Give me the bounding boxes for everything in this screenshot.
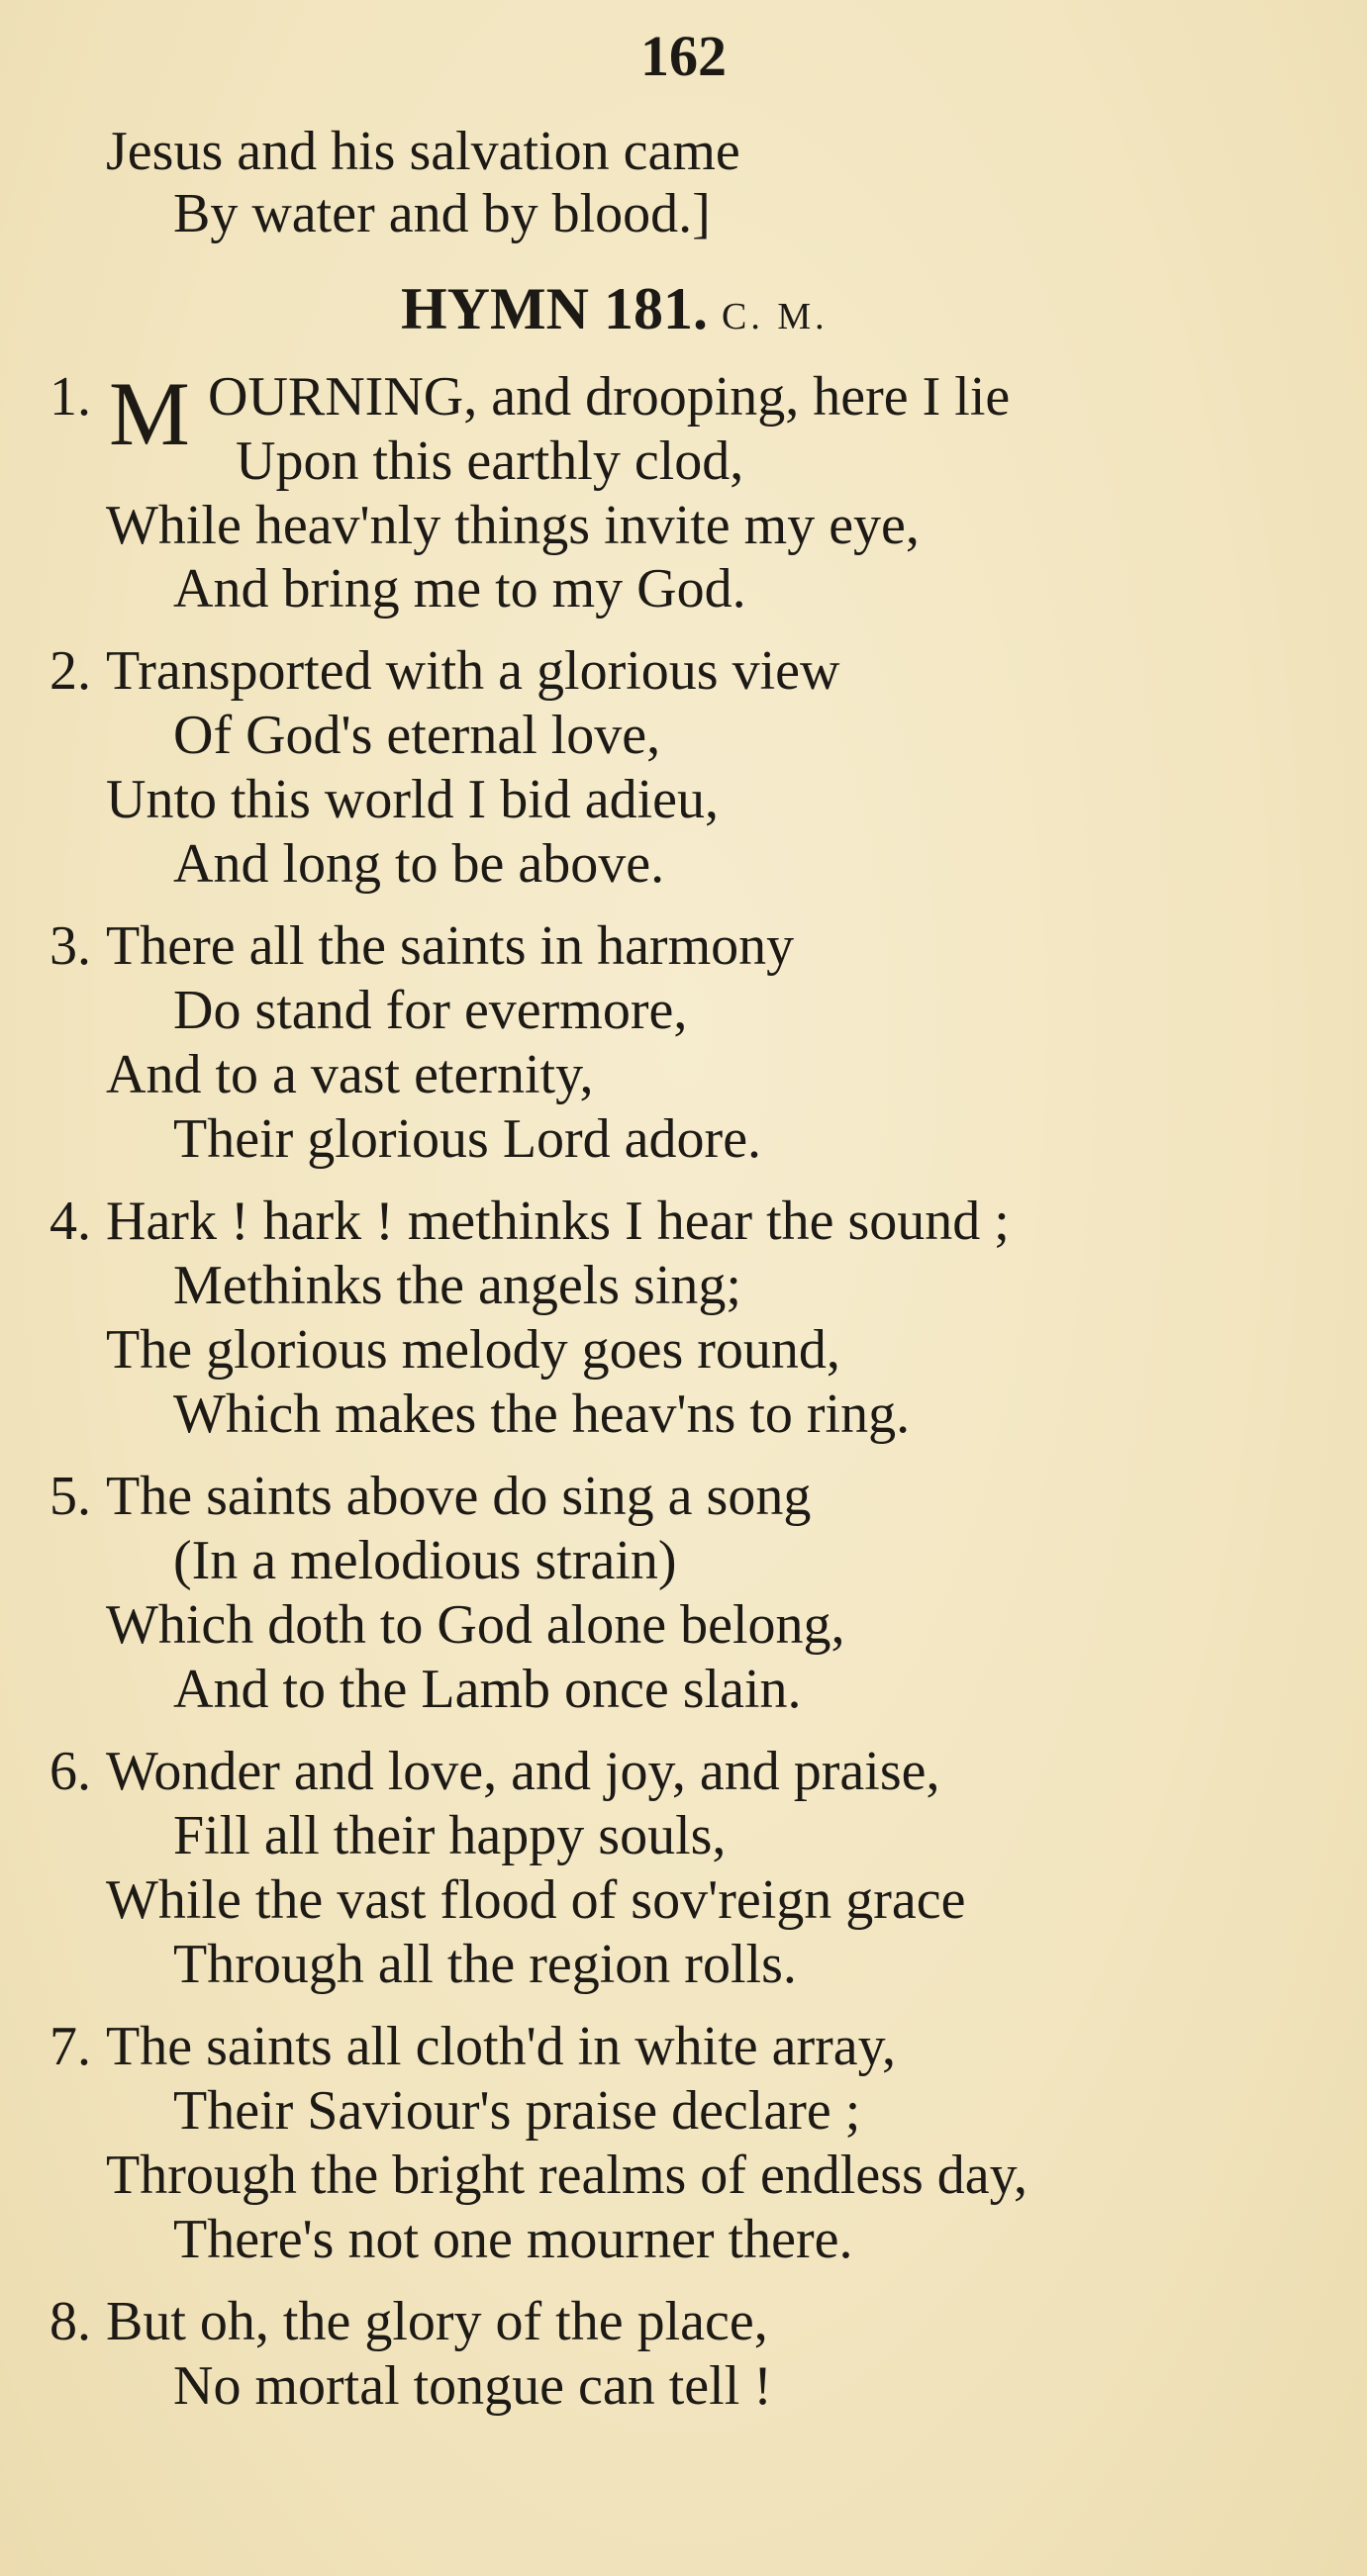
verse-7-line-1: The saints all cloth'd in white array, xyxy=(106,2016,896,2077)
verse-2-line-4: And long to be above. xyxy=(173,833,665,895)
verse-number-1: 1. xyxy=(49,366,91,428)
verse-number-5: 5. xyxy=(49,1466,91,1527)
continuation-line-1: Jesus and his salvation came xyxy=(106,121,740,182)
verse-4-line-3: The glorious melody goes round, xyxy=(106,1319,840,1381)
verse-1-line-1: OURNING, and drooping, here I lie xyxy=(208,366,1011,428)
verse-5-line-3: Which doth to God alone belong, xyxy=(106,1594,845,1656)
verse-7-line-2: Their Saviour's praise declare ; xyxy=(173,2080,861,2142)
verse-3-line-3: And to a vast eternity, xyxy=(106,1044,594,1105)
verse-1-line-3: While heav'nly things invite my eye, xyxy=(106,495,920,556)
page-number: 162 xyxy=(640,24,727,88)
verse-5-line-4: And to the Lamb once slain. xyxy=(173,1659,802,1720)
verse-3-line-2: Do stand for evermore, xyxy=(173,980,688,1041)
verse-number-7: 7. xyxy=(49,2016,91,2077)
verse-number-8: 8. xyxy=(49,2291,91,2352)
hymn-title: HYMN 181. xyxy=(401,276,708,341)
verse-number-2: 2. xyxy=(49,640,91,702)
verse-5-line-1: The saints above do sing a song xyxy=(106,1466,812,1527)
verse-6-line-2: Fill all their happy souls, xyxy=(173,1805,727,1866)
verse-2-line-2: Of God's eternal love, xyxy=(173,705,661,766)
verse-number-3: 3. xyxy=(49,915,91,977)
verse-6-line-1: Wonder and love, and joy, and praise, xyxy=(106,1741,940,1802)
verse-number-6: 6. xyxy=(49,1741,91,1802)
verse-7-line-3: Through the bright realms of endless day, xyxy=(106,2145,1028,2206)
verse-7-line-4: There's not one mourner there. xyxy=(173,2209,853,2270)
verse-4-line-2: Methinks the angels sing; xyxy=(173,1255,741,1316)
verse-8-line-2: No mortal tongue can tell ! xyxy=(173,2355,772,2417)
verse-2-line-1: Transported with a glorious view xyxy=(106,640,840,702)
verse-6-line-3: While the vast flood of sov'reign grace xyxy=(106,1869,966,1931)
drop-cap: M xyxy=(109,363,190,464)
hymn-heading xyxy=(401,276,829,341)
verse-1-line-2: Upon this earthly clod, xyxy=(236,430,744,492)
verse-4-line-4: Which makes the heav'ns to ring. xyxy=(173,1383,911,1445)
verse-3-line-4: Their glorious Lord adore. xyxy=(173,1108,762,1170)
verse-2-line-3: Unto this world I bid adieu, xyxy=(106,769,720,830)
continuation-line-2: By water and by blood.] xyxy=(173,183,711,244)
verse-4-line-1: Hark ! hark ! methinks I hear the sound ; xyxy=(106,1191,1010,1252)
verse-5-line-2: (In a melodious strain) xyxy=(173,1530,677,1591)
verse-3-line-1: There all the saints in harmony xyxy=(106,915,795,977)
verse-1-line-4: And bring me to my God. xyxy=(173,558,746,620)
verse-number-4: 4. xyxy=(49,1191,91,1252)
hymn-meter: C. M. xyxy=(721,296,829,337)
verse-6-line-4: Through all the region rolls. xyxy=(173,1934,797,1995)
verse-8-line-1: But oh, the glory of the place, xyxy=(106,2291,768,2352)
